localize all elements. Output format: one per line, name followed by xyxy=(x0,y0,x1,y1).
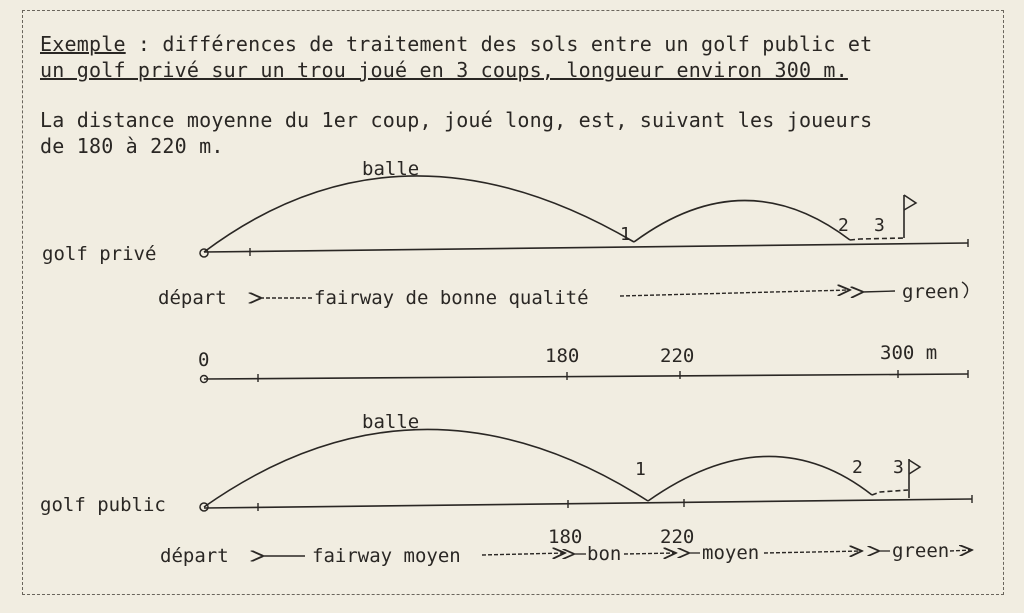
scale-tick-0: 0 xyxy=(198,349,210,371)
prive-green-arrow-left xyxy=(862,291,895,292)
prive-stroke-1: 1 xyxy=(620,224,631,245)
public-ball-label: balle xyxy=(362,411,420,433)
public-putt-line xyxy=(872,490,908,495)
public-green-arrow-right xyxy=(950,550,972,551)
public-mark-220: 220 xyxy=(660,526,695,548)
prive-green-bracket xyxy=(962,282,968,298)
public-fairway-arrow xyxy=(482,553,565,555)
prive-zone-green: green xyxy=(902,281,960,303)
public-mark-180: 180 xyxy=(548,526,583,548)
public-fairway-line xyxy=(204,499,972,508)
public-zone-depart: départ xyxy=(160,545,229,567)
intro-line-3: La distance moyenne du 1er coup, joué long, est, suivant les joueurs xyxy=(40,108,873,132)
prive-zone-fairway: fairway de bonne qualité xyxy=(314,287,589,309)
prive-shot-1-arc xyxy=(204,176,634,252)
golf-prive-label: golf privé xyxy=(42,243,157,265)
public-stroke-3: 3 xyxy=(893,457,904,478)
prive-shot-2-arc xyxy=(634,200,850,242)
golf-public-label: golf public xyxy=(40,494,166,516)
scale-axis-line xyxy=(204,374,968,379)
prive-stroke-2: 2 xyxy=(838,215,849,236)
intro-line-2: un golf privé sur un trou joué en 3 coups, longueur environ 300 m. xyxy=(40,58,848,82)
scale-tick-180: 180 xyxy=(545,345,580,367)
prive-fairway-line xyxy=(204,243,968,252)
prive-stroke-3: 3 xyxy=(874,215,885,236)
public-zone-fairway: fairway moyen xyxy=(312,545,461,567)
prive-zone-depart: départ xyxy=(158,287,227,309)
intro-line-4: de 180 à 220 m. xyxy=(40,134,224,158)
public-bon-arrow-right xyxy=(624,553,676,554)
public-zone-green: green xyxy=(892,540,950,562)
public-zone-moyen: moyen xyxy=(702,542,760,564)
prive-putt-line xyxy=(850,238,905,240)
public-stroke-1: 1 xyxy=(635,459,646,480)
prive-fairway-arrow xyxy=(620,290,850,296)
prive-ball-label: balle xyxy=(362,158,420,180)
public-shot-2-arc xyxy=(648,456,872,501)
public-stroke-2: 2 xyxy=(852,457,863,478)
prive-flag-icon xyxy=(904,195,916,238)
public-shot-1-arc xyxy=(204,429,648,507)
scale-tick-300: 300 m xyxy=(880,342,938,364)
public-flag-icon xyxy=(909,459,920,498)
public-zone-bon: bon xyxy=(587,543,622,565)
scale-tick-220: 220 xyxy=(660,345,695,367)
example-word: Exemple xyxy=(40,32,126,56)
intro-line-1-rest: : différences de traitement des sols entre un golf public et xyxy=(125,32,873,56)
public-moyen-arrow-right xyxy=(764,551,862,553)
